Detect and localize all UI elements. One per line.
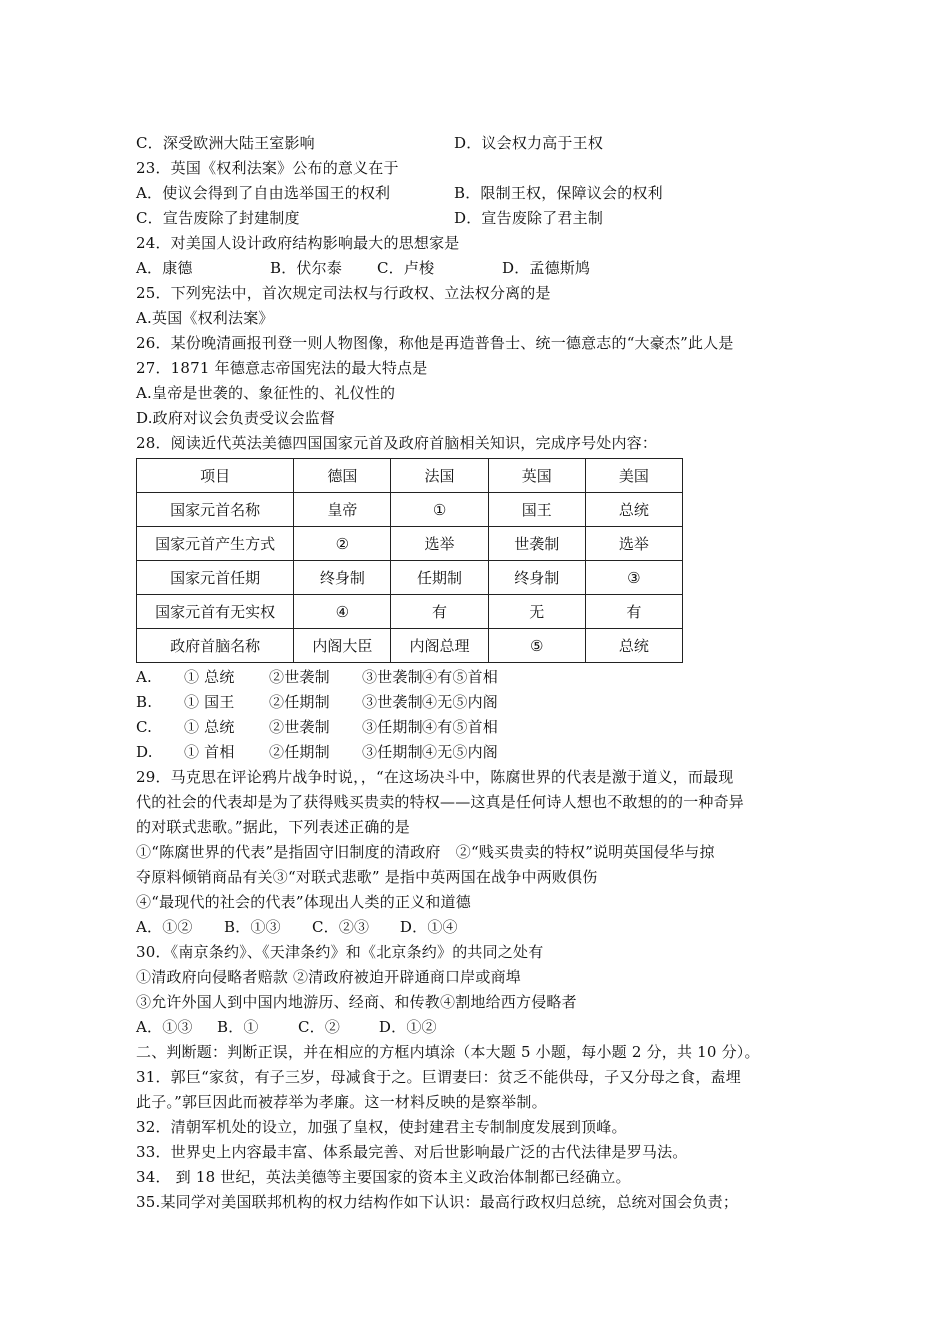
question-25-stem: 25．下列宪法中，首次规定司法权与行政权、立法权分离的是 — [136, 284, 551, 302]
question-28-option-c — [136, 715, 816, 740]
option-b: B．限制王权，保障议会的权利 — [454, 184, 663, 202]
question-29-line: ④“最现代的社会的代表”体现出人类的正义和道德 — [136, 893, 471, 911]
option-d: D．议会权力高于王权 — [454, 134, 604, 152]
section-heading: 二、判断题：判断正误，并在相应的方框内填涂（本大题 5 小题，每小题 2 分，共 10 分）。 — [136, 1043, 760, 1061]
option-c: C．宣告废除了封建制度 — [136, 209, 300, 227]
table-cell: 世袭制 — [488, 527, 585, 561]
table-cell: ① — [391, 493, 488, 527]
option-a: A．康德 — [136, 259, 193, 277]
option-a: A．①② — [136, 918, 193, 936]
table-row — [137, 459, 683, 493]
question-30-line: ③允许外国人到中国内地游历、经商、和传教④割地给西方侵略者 — [136, 993, 577, 1011]
table-cell: ⑤ — [488, 629, 585, 663]
table-header-cell: 美国 — [585, 459, 682, 493]
option-part: ⑤内阁 — [452, 693, 499, 711]
table-row — [137, 527, 683, 561]
option-c: C．②③ — [311, 918, 370, 936]
judgement-line: 34． 到 18 世纪，英法美德等主要国家的资本主义政治体制都已经确立。 — [136, 1168, 631, 1186]
table-cell: 选举 — [391, 527, 488, 561]
option-part: ④无 — [422, 693, 453, 711]
table-cell: 总统 — [585, 629, 682, 663]
option-letter: A. — [136, 668, 153, 686]
table-cell: 总统 — [585, 493, 682, 527]
option-part: ① 总统 — [184, 668, 235, 686]
question-29-options — [136, 915, 816, 940]
option-letter: C. — [136, 718, 153, 736]
option-part: ④有 — [422, 668, 453, 686]
option-part: ③任期制 — [362, 718, 423, 736]
table-cell: 国王 — [488, 493, 585, 527]
option-part: ②任期制 — [269, 743, 330, 761]
question-28-stem: 28．阅读近代英法美德四国国家元首及政府首脑相关知识，完成序号处内容： — [136, 434, 658, 452]
question-27-stem: 27．1871 年德意志帝国宪法的最大特点是 — [136, 359, 428, 377]
option-d: D．①④ — [399, 918, 458, 936]
table-row — [137, 561, 683, 595]
judgement-line: 33．世界史上内容最丰富、体系最完善、对后世影响最广泛的古代法律是罗马法。 — [136, 1143, 688, 1161]
table-cell: 国家元首产生方式 — [137, 527, 294, 561]
question-23-options-cd — [136, 206, 816, 231]
question-25-option-a: A.英国《权利法案》 — [136, 309, 274, 327]
judgement-line: 此子。”郭巨因此而被荐举为孝廉。这一材料反映的是察举制。 — [136, 1093, 547, 1111]
question-28-option-b — [136, 690, 816, 715]
table-cell: 内阁总理 — [391, 629, 488, 663]
table-row — [137, 629, 683, 663]
option-b: B．① — [216, 1018, 259, 1036]
table-cell: ② — [294, 527, 391, 561]
table-cell: 终身制 — [294, 561, 391, 595]
question-24-options — [136, 256, 816, 281]
table-header-cell: 法国 — [391, 459, 488, 493]
option-c: C．卢梭 — [377, 259, 435, 277]
table-header-cell: 项目 — [137, 459, 294, 493]
option-part: ②世袭制 — [269, 718, 330, 736]
question-29-line: 代的社会的代表却是为了获得贱买贵卖的特权——这真是任何诗人想也不敢想的的一种奇异 — [136, 793, 745, 811]
option-c: C．深受欧洲大陆王室影响 — [136, 134, 315, 152]
table-cell: 任期制 — [391, 561, 488, 595]
question-27-option-a: A.皇帝是世袭的、象征性的、礼仪性的 — [136, 384, 396, 402]
question-23-stem: 23．英国《权利法案》公布的意义在于 — [136, 159, 399, 177]
option-part: ⑤首相 — [452, 668, 499, 686]
option-part: ④有 — [422, 718, 453, 736]
option-part: ③世袭制 — [362, 668, 423, 686]
table-cell: 内阁大臣 — [294, 629, 391, 663]
option-d: D．①② — [378, 1018, 437, 1036]
question-27-option-d: D.政府对议会负责受议会监督 — [136, 409, 336, 427]
judgement-line: 35.某同学对美国联邦机构的权力结构作如下认识：最高行政权归总统，总统对国会负责； — [136, 1193, 739, 1211]
table-cell: 无 — [488, 595, 585, 629]
question-28-option-a — [136, 665, 816, 690]
question-23-options-ab — [136, 181, 816, 206]
table-cell: 终身制 — [488, 561, 585, 595]
question-30-line: ①清政府向侵略者赔款 ②清政府被迫开辟通商口岸或商埠 — [136, 968, 521, 986]
option-letter: D. — [136, 743, 153, 761]
table-cell: 国家元首有无实权 — [137, 595, 294, 629]
question-29-line: 的对联式悲歌。”据此，下列表述正确的是 — [136, 818, 410, 836]
exam-page — [136, 131, 816, 1215]
option-d: D．孟德斯鸠 — [502, 259, 591, 277]
option-b: B．①③ — [223, 918, 281, 936]
option-letter: B. — [136, 693, 153, 711]
question-30-options — [136, 1015, 816, 1040]
question-28-option-d — [136, 740, 816, 765]
question-29-line: ①“陈腐世界的代表”是指固守旧制度的清政府 ②“贱买贵卖的特权”说明英国侵华与掠 — [136, 843, 715, 861]
option-part: ②世袭制 — [269, 668, 330, 686]
table-cell: 皇帝 — [294, 493, 391, 527]
comparison-table — [136, 458, 683, 663]
option-part: ②任期制 — [269, 693, 330, 711]
option-part: ⑤内阁 — [452, 743, 499, 761]
option-a: A．使议会得到了自由选举国王的权利 — [136, 184, 391, 202]
option-part: ③任期制 — [362, 743, 423, 761]
option-part: ① 首相 — [184, 743, 235, 761]
table-header-cell: 英国 — [488, 459, 585, 493]
question-29-line: 夺原料倾销商品有关③“对联式悲歌” 是指中英两国在战争中两败俱伤 — [136, 868, 598, 886]
option-a: A．①③ — [136, 1018, 193, 1036]
question-24-stem: 24．对美国人设计政府结构影响最大的思想家是 — [136, 234, 460, 252]
judgement-line: 31．郭巨“家贫，有子三岁，母减食于之。巨谓妻曰：贫乏不能供母，子又分母之食，盍埋 — [136, 1068, 741, 1086]
question-29-line: 29．马克思在评论鸦片战争时说，，“在这场决斗中，陈腐世界的代表是激于道义，而最现 — [136, 768, 734, 786]
table-cell: ④ — [294, 595, 391, 629]
question-30-line: 30．《南京条约》、《天津条约》和《北京条约》的共同之处有 — [136, 943, 544, 961]
table-cell: 有 — [585, 595, 682, 629]
option-c: C．② — [297, 1018, 341, 1036]
option-part: ③世袭制 — [362, 693, 423, 711]
option-d: D．宣告废除了君主制 — [454, 209, 604, 227]
option-part: ① 国王 — [184, 693, 235, 711]
table-row — [137, 595, 683, 629]
option-part: ⑤首相 — [452, 718, 499, 736]
table-cell: 选举 — [585, 527, 682, 561]
table-cell: 国家元首名称 — [137, 493, 294, 527]
option-part: ① 总统 — [184, 718, 235, 736]
option-part: ④无 — [422, 743, 453, 761]
table-cell: 政府首脑名称 — [137, 629, 294, 663]
judgement-line: 32．清朝军机处的设立，加强了皇权，使封建君主专制制度发展到顶峰。 — [136, 1118, 627, 1136]
question-26-stem: 26．某份晚清画报刊登一则人物图像，称他是再造普鲁士、统一德意志的“大豪杰”此人是 — [136, 334, 734, 352]
table-row — [137, 493, 683, 527]
table-cell: 有 — [391, 595, 488, 629]
option-b: B．伏尔泰 — [270, 259, 343, 277]
table-cell: ③ — [585, 561, 682, 595]
table-cell: 国家元首任期 — [137, 561, 294, 595]
question-22-options — [136, 131, 816, 156]
table-header-cell: 德国 — [294, 459, 391, 493]
